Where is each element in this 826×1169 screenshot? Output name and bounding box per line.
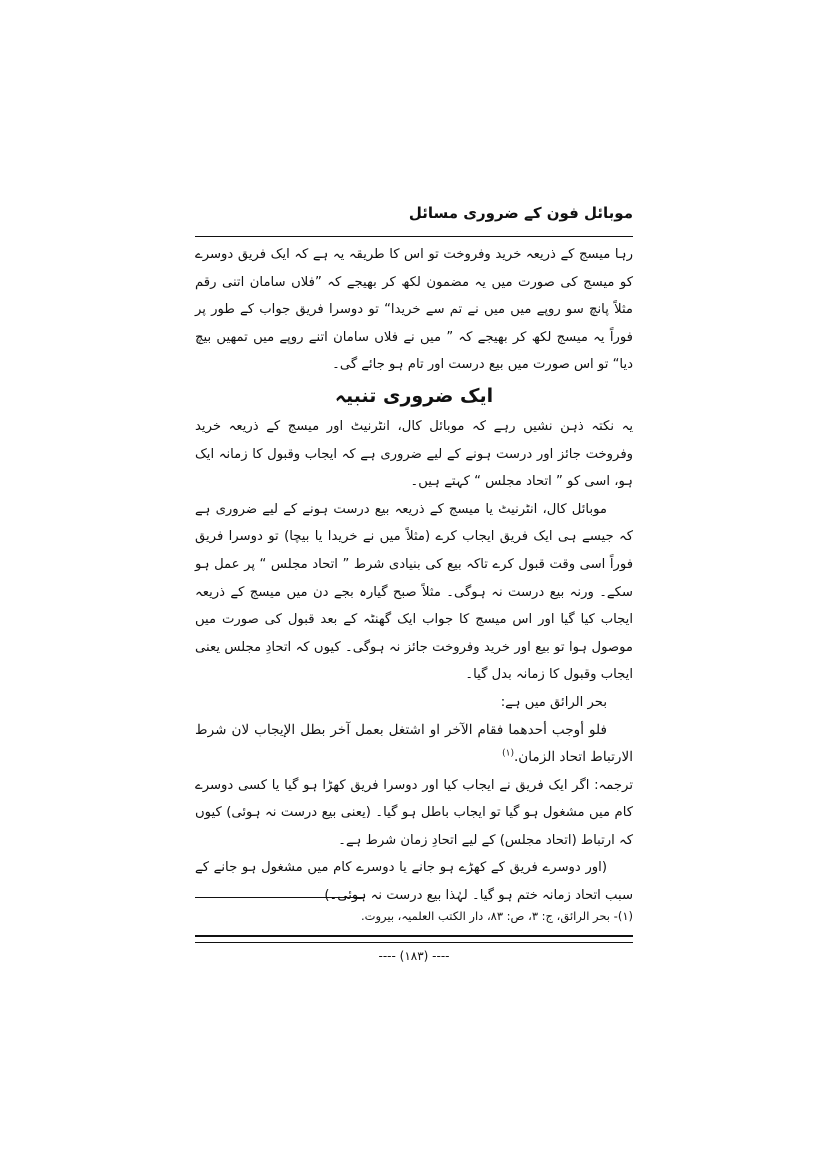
section-heading: ایک ضروری تنبیہ bbox=[334, 384, 494, 407]
arabic-quote bbox=[195, 717, 633, 772]
footer-double-rule bbox=[195, 935, 633, 943]
arabic-quote-text: فلو أوجب أحدهما فقام الآخر او اشتغل بعمل آخر بطل الإيجاب لان شرط الارتباط اتحاد الزمان. bbox=[195, 721, 633, 766]
paragraph-citation-intro: بحر الرائق میں ہے: bbox=[500, 694, 607, 710]
footnote-reference: (۱) bbox=[502, 748, 514, 759]
page-number: ---- (۱۸۳) ---- bbox=[378, 949, 450, 963]
paragraph-explanation: (اور دوسرے فریق کے کھڑے ہو جانے یا دوسرے کام میں مشغول ہو جانے کے سبب اتحاد زمانہ ختم ہو گیا۔ لہٰذا بیع درست نہ ہوئی۔) bbox=[195, 860, 633, 904]
book-page bbox=[195, 198, 633, 963]
running-header: موبائل فون کے ضروری مسائل bbox=[408, 204, 633, 222]
paragraph-condition: موبائل کال، انٹرنیٹ یا میسج کے ذریعہ بیع درست ہونے کے لیے ضروری ہے کہ جیسے ہی ایک فریق ایجاب کرے (مثلاً میں نے خریدا یا بیچا) تو دوسرا فریق فوراً اسی وقت قبول کرے تاکہ بیع کی بنیادی شرط ” اتحاد مجلس “ پر عمل ہو سکے۔ ورنہ بیع درست نہ ہوگی۔ مثلاً صبح گیارہ بجے دن میں میسج کے ذریعہ ایجاب کیا گیا اور اس میسج کا جواب ایک گھنٹہ کے بعد قبول کی صورت میں موصول ہوا تو بیع اور خرید وفروخت جائز نہ ہوگی۔ کیوں کہ اتحادِ مجلس یعنی ایجاب وقبول کا زمانہ بدل گیا۔ bbox=[195, 501, 633, 683]
footnote: (۱)- بحر الرائق، ج: ۳، ص: ۸۳، دار الکتب العلمیہ، بیروت. bbox=[360, 909, 633, 923]
paragraph-note: یہ نکتہ ذہن نشیں رہے کہ موبائل کال، انٹرنیٹ اور میسج کے ذریعہ خرید وفروخت جائز اور درست ہونے کے لیے ضروری ہے کہ ایجاب وقبول کا زمانہ ایک ہو، اسی کو ” اتحاد مجلس “ کہتے ہیں۔ bbox=[195, 418, 633, 490]
paragraph-translation: ترجمہ: اگر ایک فریق نے ایجاب کیا اور دوسرا فریق کھڑا ہو گیا یا کسی دوسرے کام میں مشغول ہو گیا تو ایجاب باطل ہو گیا۔ (یعنی بیع درست نہ ہوئی) کیوں کہ ارتباط (اتحاد مجلس) کے لیے اتحادِ زمان شرط ہے۔ bbox=[195, 777, 633, 848]
header-rule bbox=[195, 236, 633, 237]
footnote-rule bbox=[195, 897, 365, 898]
page-body bbox=[195, 241, 633, 910]
paragraph-sale-by-message: رہا میسج کے ذریعہ خرید وفروخت تو اس کا طریقہ یہ ہے کہ ایک فریق دوسرے کو میسج کی صورت میں یہ مضمون لکھ کر بھیجے کہ ”فلاں سامان اتنی رقم مثلاً پانچ سو روپے میں میں نے تم سے خریدا“ تو دوسرا فریق جواب کے طور پر فوراً یہ میسج لکھ کر بھیجے کہ ” میں نے فلاں سامان اتنے روپے میں تمھیں بیچ دیا“ تو اس صورت میں بیع درست اور تام ہو جائے گی۔ bbox=[195, 247, 633, 373]
